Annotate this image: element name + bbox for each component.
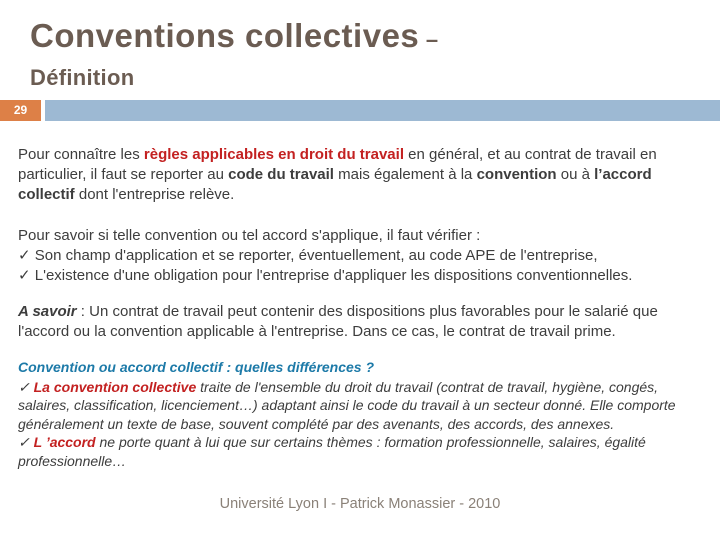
header-accent-bar — [45, 100, 720, 121]
slide-body — [18, 145, 708, 470]
paragraph-accord: ✓ L ’accord ne porte quant à lui que sur certains thèmes : formation professionnelle, salaires, égalité professionnelle… — [18, 434, 646, 469]
slide-number-badge: 29 — [0, 100, 41, 121]
slide-title — [30, 18, 439, 58]
verification-item — [18, 246, 708, 266]
differences-heading: Convention ou accord collectif : quelles différences ? — [18, 359, 375, 375]
verification-intro: Pour savoir si telle convention ou tel accord s'applique, il faut vérifier : — [18, 227, 481, 244]
check-icon: ✓ — [18, 267, 31, 284]
paragraph-rules: Pour connaître les règles applicables en droit du travail en général, et au contrat de travail en particulier, il faut se reporter au code du travail mais également à la convention ou à l’accord collectif dont l'entreprise relève. — [18, 146, 657, 203]
paragraph-verification — [18, 226, 708, 286]
slide-title-dash: – — [419, 27, 439, 52]
differences-section — [18, 358, 708, 470]
verification-item-text: L'existence d'une obligation pour l'entreprise d'appliquer les dispositions conventionnelles. — [34, 267, 633, 284]
slide-header — [30, 18, 439, 91]
verification-item-text: Son champ d'application et se reporter, éventuellement, au code APE de l'entreprise, — [34, 247, 598, 264]
paragraph-convention-collective: ✓ La convention collective traite de l'ensemble du droit du travail (contrat de travail, hygiène, congés, salaires, classification, licenciement…) adaptant ainsi le code du travail à un secteur donné. Elle comporte généralement un texte de base, souvent complété par des avenants, des accords, des annexes. — [18, 378, 676, 432]
verification-item — [18, 266, 708, 286]
slide-number-band — [0, 100, 720, 121]
paragraph-a-savoir: A savoir : Un contrat de travail peut contenir des dispositions plus favorables pour le salarié que l'accord ou la convention applicable à l'entreprise. Dans ce cas, le contrat de travail prime. — [18, 303, 658, 340]
footer-credit: Université Lyon I - Patrick Monassier - 2010 — [219, 496, 501, 512]
slide-title-text: Conventions collectives — [30, 17, 420, 54]
slide-subtitle: Définition — [30, 65, 135, 90]
check-icon: ✓ — [18, 247, 31, 264]
